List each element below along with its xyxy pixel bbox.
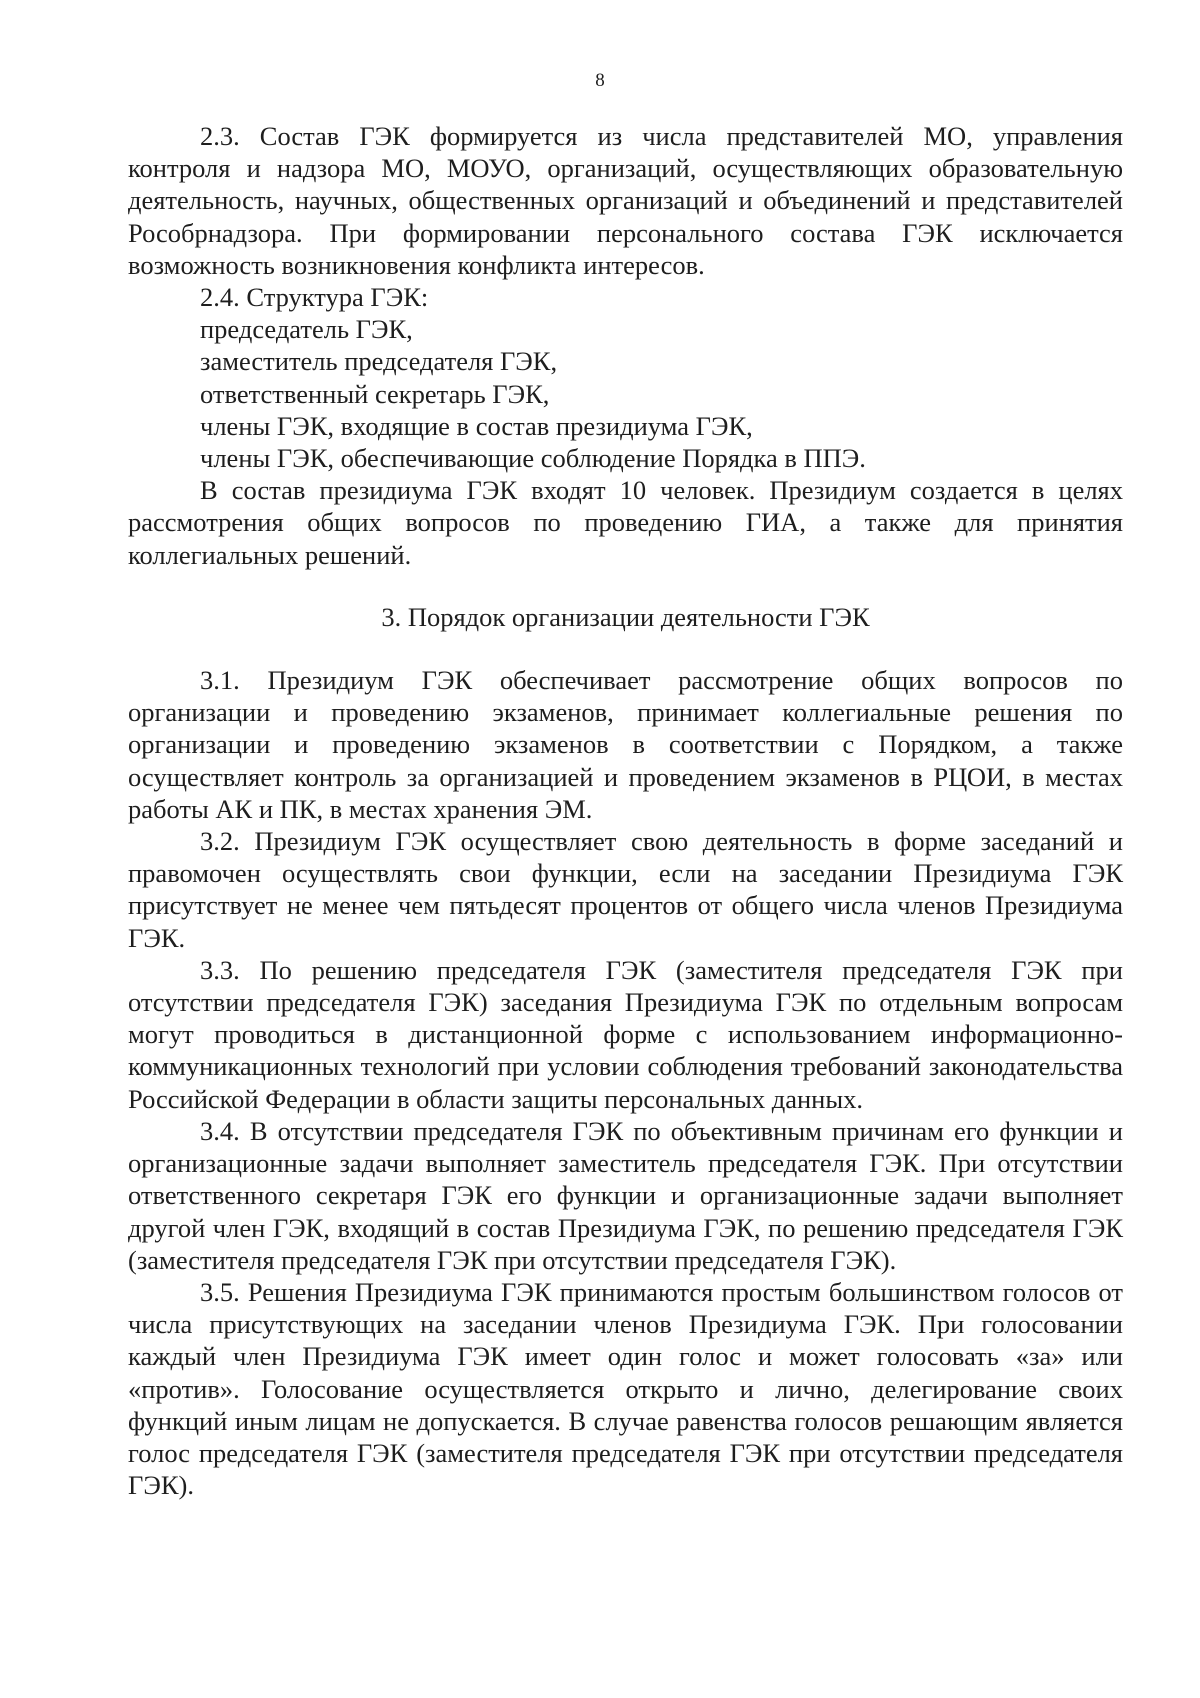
- paragraph-3-1: 3.1. Президиум ГЭК обеспечивает рассмотрение общих вопросов по организации и проведению экзаменов, принимает коллегиальные решения по организации и проведению экзаменов в соответствии с Порядком, а также осуществляет контроль за организацией и проведением экзаменов в РЦОИ, в местах работы АК и ПК, в местах хранения ЭМ.: [128, 665, 1123, 824]
- paragraph-3-5: 3.5. Решения Президиума ГЭК принимаются простым большинством голосов от числа присутствующих на заседании членов Президиума ГЭК. При голосовании каждый член Президиума ГЭК имеет один голос и может голосовать «за» или «против». Голосование осуществляется открыто и лично, делегирование своих функций иным лицам не допускается. В случае равенства голосов решающим является голос председателя ГЭК (заместителя председателя ГЭК при отсутствии председателя ГЭК).: [128, 1276, 1123, 1501]
- paragraph-3-4: 3.4. В отсутствии председателя ГЭК по объективным причинам его функции и организационные задачи выполняет заместитель председателя ГЭК. При отсутствии ответственного секретаря ГЭК его функции и организационные задачи выполняет другой член ГЭК, входящий в состав Президиума ГЭК, по решению председателя ГЭК (заместителя председателя ГЭК при отсутствии председателя ГЭК).: [128, 1115, 1123, 1275]
- structure-list: [128, 313, 1123, 474]
- list-item: заместитель председателя ГЭК,: [200, 346, 558, 377]
- list-item: председатель ГЭК,: [200, 314, 413, 345]
- paragraph-presidium: В состав президиума ГЭК входят 10 человек. Президиум создается в целях рассмотрения общих вопросов по проведению ГИА, а также для принятия коллегиальных решений.: [128, 475, 1123, 570]
- list-item: члены ГЭК, обеспечивающие соблюдение Порядка в ППЭ.: [200, 443, 866, 474]
- list-item: ответственный секретарь ГЭК,: [200, 378, 550, 409]
- paragraph-2-3: 2.3. Состав ГЭК формируется из числа представителей МО, управления контроля и надзора МО, МОУО, организаций, осуществляющих образовательную деятельность, научных, общественных организаций и объединений и представителей Рособрнадзора. При формировании персонального состава ГЭК исключается возможность возникновения конфликта интересов.: [128, 121, 1123, 280]
- paragraph-2-4-intro: 2.4. Структура ГЭК:: [200, 282, 429, 313]
- page-number: 8: [595, 70, 605, 91]
- paragraph-3-3: 3.3. По решению председателя ГЭК (заместителя председателя ГЭК при отсутствии председателя ГЭК) заседания Президиума ГЭК по отдельным вопросам могут проводиться в дистанционной форме с использованием информационно-коммуникационных технологий при условии соблюдения требований законодательства Российской Федерации в области защиты персональных данных.: [128, 954, 1123, 1114]
- paragraph-3-2: 3.2. Президиум ГЭК осуществляет свою деятельность в форме заседаний и правомочен осуществлять свои функции, если на заседании Президиума ГЭК присутствует не менее чем пятьдесят процентов от общего числа членов Президиума ГЭК.: [128, 826, 1123, 953]
- section-3-heading: 3. Порядок организации деятельности ГЭК: [381, 601, 870, 632]
- document-body: [128, 120, 1123, 1501]
- list-item: члены ГЭК, входящие в состав президиума ГЭК,: [200, 410, 753, 441]
